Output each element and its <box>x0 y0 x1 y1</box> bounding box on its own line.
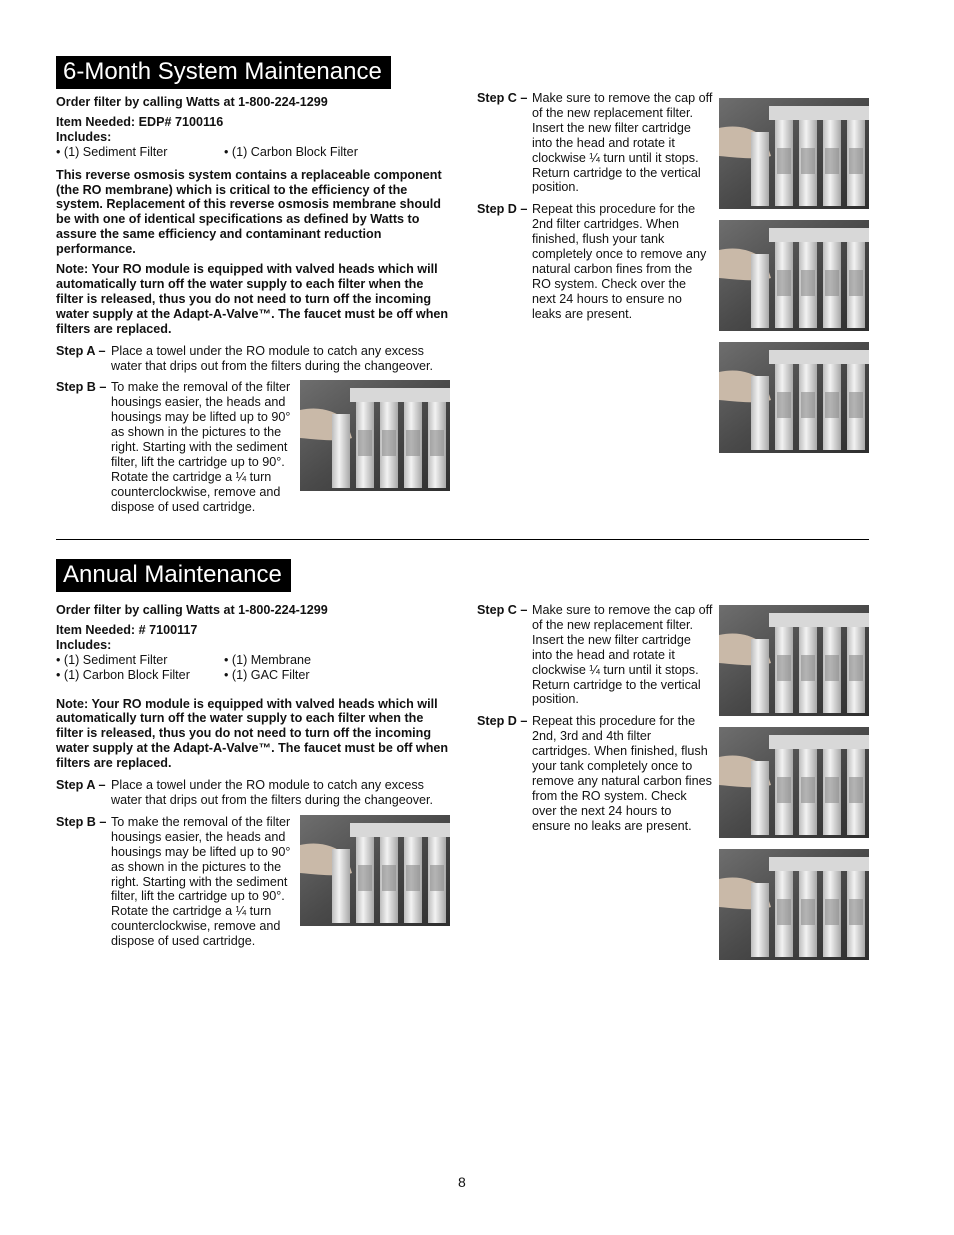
step-label: Step D – <box>477 202 528 217</box>
step-c <box>477 91 713 195</box>
order-line: Order filter by calling Watts at 1-800-224-1299 <box>56 95 328 109</box>
section-right-column <box>477 603 713 834</box>
includes-row <box>56 653 450 668</box>
section-left-column <box>56 603 450 949</box>
step-text: Place a towel under the RO module to catch any excess water that drips out from the filters during the changeover. <box>111 778 434 807</box>
step-text: To make the removal of the filter housings easier, the heads and housings may be lifted up to 90° as shown in the pictures to the right. Starting with the sediment filter, lift the cartridge up to 90°. Rotate the cartridge a ¼ turn counterclockwise, remove and dispose of used cartridge. <box>111 380 291 514</box>
valve-note: Note: Your RO module is equipped with valved heads which will automatically turn off the water supply to each filter when the filter is released, thus you do not need to turn off the incoming water supply at the Adapt-A-Valve™. The faucet must be off when filters are replaced. <box>56 262 449 336</box>
rotate-cartridge-photo <box>719 727 869 838</box>
step-label: Step C – <box>477 91 528 105</box>
step-d <box>477 714 713 833</box>
item-needed: Item Needed: # 7100117 <box>56 622 198 637</box>
section-left-column <box>56 95 450 515</box>
vertical-cartridge-photo <box>719 849 869 960</box>
step-text: Make sure to remove the cap off of the new replacement filter. Insert the new filter cartridge into the head and rotate it clockwise ¼ turn until it stops. Return cartridge to the vertical position. <box>532 603 713 707</box>
rotate-cartridge-photo <box>719 220 869 331</box>
step-label: Step B – <box>56 814 107 829</box>
section-right-column <box>477 91 713 322</box>
cartridge-removal-photo <box>300 815 450 926</box>
includes-row <box>56 668 450 683</box>
includes-row <box>56 145 450 160</box>
page-number: 8 <box>458 1174 466 1190</box>
step-a <box>56 344 450 374</box>
include-item: • (1) Sediment Filter <box>56 144 168 159</box>
include-item: • (1) Carbon Block Filter <box>56 667 190 682</box>
step-label: Step A – <box>56 343 106 358</box>
step-a <box>56 778 450 808</box>
include-item: • (1) GAC Filter <box>224 667 310 682</box>
order-line: Order filter by calling Watts at 1-800-224-1299 <box>56 603 328 617</box>
insert-cartridge-photo <box>719 98 869 209</box>
include-item: • (1) Sediment Filter <box>56 652 168 667</box>
step-label: Step B – <box>56 380 107 395</box>
step-label: Step D – <box>477 714 528 729</box>
includes-label: Includes: <box>56 129 112 144</box>
step-b <box>56 815 450 949</box>
include-item: • (1) Carbon Block Filter <box>224 144 358 159</box>
includes-label: Includes: <box>56 637 112 652</box>
step-text: Place a towel under the RO module to catch any excess water that drips out from the filters during the changeover. <box>111 343 434 373</box>
step-b <box>56 380 450 514</box>
step-text: Make sure to remove the cap off of the new replacement filter. Insert the new filter cartridge into the head and rotate it clockwise ¼ turn until it stops. Return cartridge to the vertical position. <box>532 91 713 195</box>
cartridge-removal-photo <box>300 380 450 491</box>
section-title: Annual Maintenance <box>56 559 291 592</box>
step-d <box>477 202 713 321</box>
step-label: Step A – <box>56 778 106 793</box>
section-title: 6-Month System Maintenance <box>56 56 391 89</box>
include-item: • (1) Membrane <box>224 652 311 667</box>
step-text: To make the removal of the filter housings easier, the heads and housings may be lifted up to 90° as shown in the pictures to the right. Starting with the sediment filter, lift the cartridge up to 90°. Rotate the cartridge a ¼ turn counterclockwise, remove and dispose of used cartridge. <box>111 814 291 949</box>
step-c <box>477 603 713 707</box>
section-divider <box>56 539 869 540</box>
valve-note: Note: Your RO module is equipped with valved heads which will automatically turn off the water supply to each filter when the filter is released, thus you do not need to turn off the incoming water supply at the Adapt-A-Valve™. The faucet must be off when filters are replaced. <box>56 696 449 771</box>
vertical-cartridge-photo <box>719 342 869 453</box>
membrane-paragraph: This reverse osmosis system contains a replaceable component (the RO membrane) which is critical to the efficiency of the system. Replacement of this reverse osmosis membrane should be with one of identical specifications as defined by Watts to assure the same efficiency and contaminant reduction performance. <box>56 167 442 257</box>
step-text: Repeat this procedure for the 2nd filter cartridges. When finished, flush your tank completely once to remove any natural carbon fines from the RO system. Check over the next 24 hours to ensure no leaks are present. <box>532 202 707 321</box>
item-needed: Item Needed: EDP# 7100116 <box>56 114 224 129</box>
insert-cartridge-photo <box>719 605 869 716</box>
step-text: Repeat this procedure for the 2nd, 3rd and 4th filter cartridges. When finished, flush your tank completely once to remove any natural carbon fines from the RO system. Check over the next 24 hours to ensure no leaks are present. <box>532 714 712 833</box>
step-label: Step C – <box>477 603 528 617</box>
